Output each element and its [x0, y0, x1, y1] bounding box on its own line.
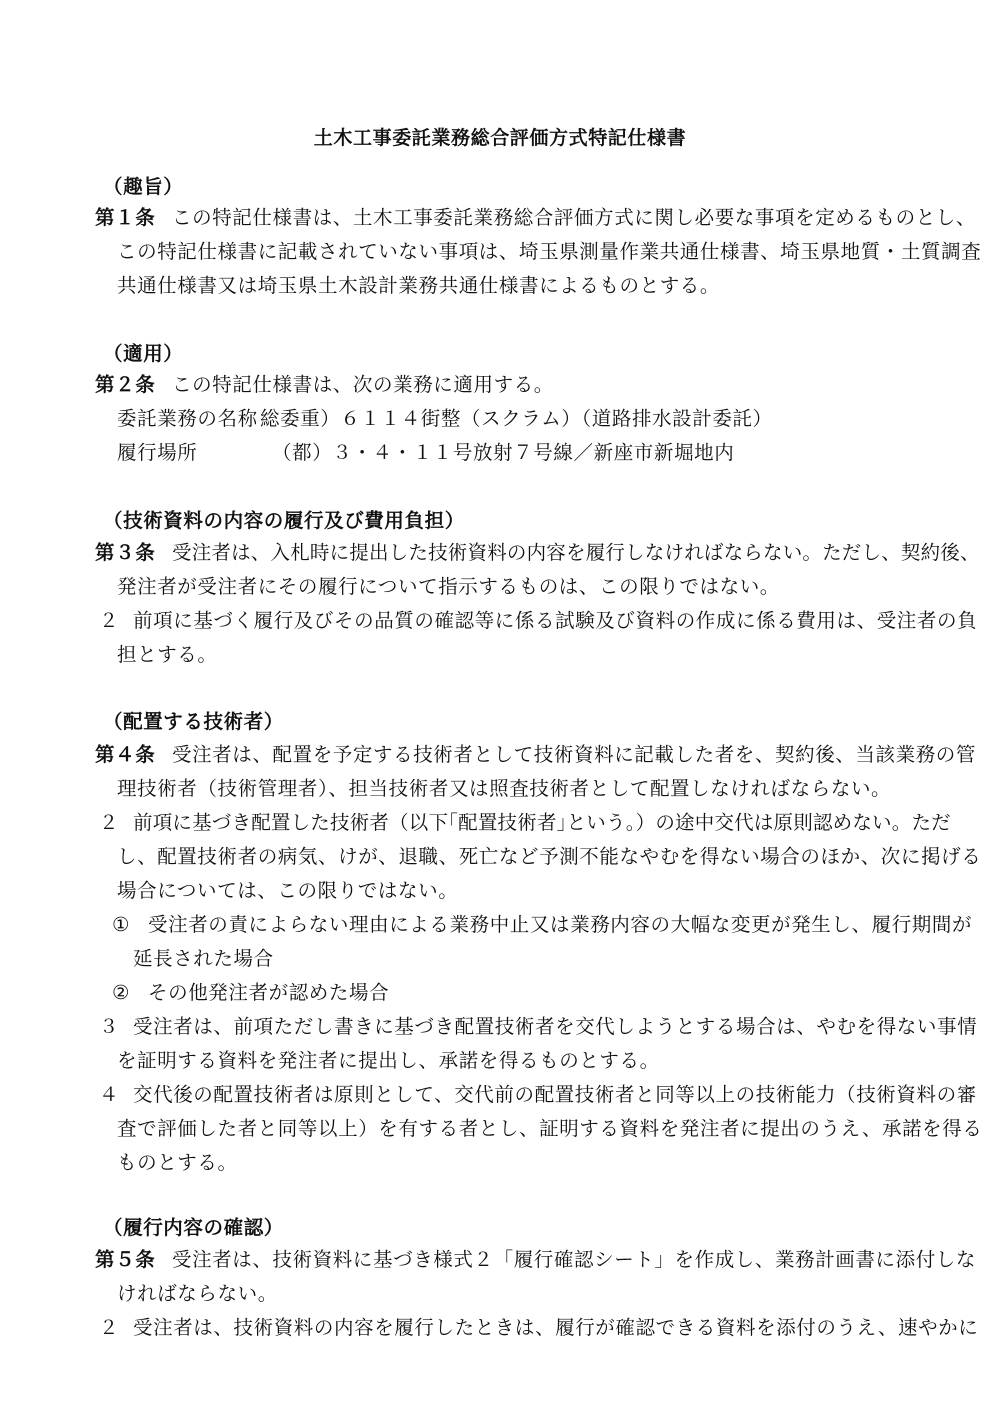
article-text: ければならない。 [117, 1282, 278, 1305]
article-text: この特記仕様書は、土木工事委託業務総合評価方式に関し必要な事項を定めるものとし、 [172, 206, 977, 229]
paragraph-text: 場合については、この限りではない。 [117, 879, 459, 902]
paragraph-text: ものとする。 [117, 1151, 238, 1174]
article-text: この特記仕様書に記載されていない事項は、埼玉県測量作業共通仕様書、埼玉県地質・土質調査 [117, 240, 982, 263]
article-label: 第３条 [95, 541, 156, 564]
document-title: 土木工事委託業務総合評価方式特記仕様書 [313, 127, 687, 149]
list-number: ② [112, 981, 131, 1004]
article-text: 共通仕様書又は埼玉県土木設計業務共通仕様書によるものとする。 [117, 274, 721, 297]
list-number: ① [112, 913, 131, 936]
paragraph-text: を証明する資料を発注者に提出し、承諾を得るものとする。 [117, 1049, 660, 1072]
paragraph-number: ３ [99, 1015, 120, 1038]
detail-label: 履行場所 [117, 441, 198, 464]
paragraph-number: ４ [99, 1083, 120, 1106]
paragraph-number: ２ [99, 609, 120, 632]
article-text: 理技術者（技術管理者）、担当技術者又は照査技術者として配置しなければならない。 [117, 777, 892, 800]
article-label: 第４条 [95, 743, 156, 766]
section-heading: （配置する技術者） [103, 710, 284, 733]
article-text: この特記仕様書は、次の業務に適用する。 [172, 373, 554, 396]
paragraph-text: 前項に基づき配置した技術者（以下｢配置技術者｣という。）の途中交代は原則認めない。ただ [133, 811, 951, 834]
article-label: 第５条 [95, 1248, 156, 1271]
list-text: 延長された場合 [133, 947, 274, 970]
paragraph-text: 受注者は、技術資料の内容を履行したときは、履行が確認できる資料を添付のうえ、速やかに [133, 1316, 979, 1339]
section-heading: （趣旨） [103, 175, 184, 198]
list-text: その他発注者が認めた場合 [148, 981, 390, 1004]
detail-label: 委託業務の名称 [117, 407, 258, 430]
article-text: 受注者は、入札時に提出した技術資料の内容を履行しなければならない。ただし、契約後、 [172, 541, 980, 564]
article-text: 受注者は、技術資料に基づき様式２「履行確認シート」を作成し、業務計画書に添付しな [172, 1248, 977, 1271]
paragraph-text: 査で評価した者と同等以上）を有する者とし、証明する資料を発注者に提出のうえ、承諾を得る [117, 1117, 983, 1140]
section-heading: （履行内容の確認） [103, 1216, 284, 1239]
section-heading: （適用） [103, 342, 184, 365]
article-label: 第１条 [95, 206, 156, 229]
article-text: 受注者は、配置を予定する技術者として技術資料に記載した者を、契約後、当該業務の管 [172, 743, 977, 766]
paragraph-text: し、配置技術者の病気、けが、退職、死亡など予測不能なやむを得ない場合のほか、次に掲げる [117, 845, 982, 868]
article-text: 発注者が受注者にその履行について指示するものは、この限りではない。 [117, 575, 780, 598]
detail-value: （都）３・４・１１号放射７号線／新座市新堀地内 [272, 441, 735, 464]
paragraph-text: 交代後の配置技術者は原則として、交代前の配置技術者と同等以上の技術能力（技術資料の審 [133, 1083, 977, 1106]
paragraph-text: 担とする。 [117, 643, 218, 666]
detail-value: 総委重）６１１４街整（スクラム）（道路排水設計委託） [260, 407, 773, 430]
paragraph-number: ２ [99, 1316, 120, 1339]
paragraph-text: 前項に基づく履行及びその品質の確認等に係る試験及び資料の作成に係る費用は、受注者の負 [133, 609, 978, 632]
section-heading: （技術資料の内容の履行及び費用負担） [103, 509, 465, 532]
list-text: 受注者の責によらない理由による業務中止又は業務内容の大幅な変更が発生し、履行期間が [148, 913, 973, 936]
paragraph-text: 受注者は、前項ただし書きに基づき配置技術者を交代しようとする場合は、やむを得ない事情 [133, 1015, 978, 1038]
paragraph-number: ２ [99, 811, 120, 834]
article-label: 第２条 [95, 373, 156, 396]
